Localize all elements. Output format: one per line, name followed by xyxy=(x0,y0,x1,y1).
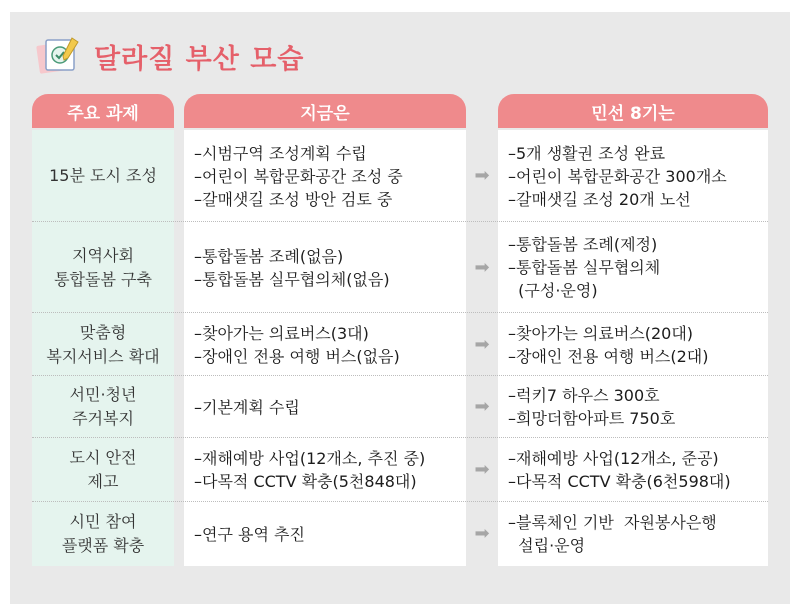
task-cell-line: 맞춤형 xyxy=(79,322,127,342)
arrow-right-icon: ➡ xyxy=(474,256,490,278)
arrow-right-icon: ➡ xyxy=(474,523,490,544)
future-goal-cell-line: –통합돌봄 조례(제정) xyxy=(508,235,658,254)
table-row xyxy=(32,438,768,502)
task-cell-line: 주거복지 xyxy=(72,409,134,428)
future-goal-cell-line: –다목적 CCTV 확충(6천598대) xyxy=(508,472,731,491)
task-cell-line: 도시 안전 xyxy=(69,448,137,467)
current-status-cell xyxy=(184,376,466,438)
current-status-cell-line: –갈매샛길 조성 방안 검토 중 xyxy=(194,189,393,209)
current-status-cell-line: –재해예방 사업(12개소, 추진 중) xyxy=(194,449,426,468)
task-cell-line: 15분 도시 조성 xyxy=(49,166,157,185)
header-after: 민선 8기는 xyxy=(498,94,768,128)
row-divider xyxy=(32,312,768,313)
header-task: 주요 과제 xyxy=(32,94,174,128)
table-row xyxy=(32,313,768,376)
task-cell-line: 제고 xyxy=(87,472,119,491)
current-status-cell xyxy=(184,222,466,313)
arrow-right-icon: ➡ xyxy=(474,459,490,480)
future-goal-cell-line: –갈매샛길 조성 20개 노선 xyxy=(508,189,691,209)
task-cell-line: 서민·청년 xyxy=(69,385,137,404)
current-status-cell-line: –연구 용역 추진 xyxy=(194,524,305,544)
header-now: 지금은 xyxy=(184,94,466,128)
arrow-right-icon: ➡ xyxy=(474,165,490,186)
row-divider xyxy=(32,221,768,222)
table-row xyxy=(32,376,768,438)
arrow-right-icon: ➡ xyxy=(474,333,490,355)
table-row xyxy=(32,222,768,313)
current-status-cell xyxy=(184,502,466,566)
future-goal-cell-line: –희망더함아파트 750호 xyxy=(508,409,676,428)
current-status-cell xyxy=(184,438,466,502)
page-title: 달라질 부산 모습 xyxy=(94,43,305,75)
current-status-cell-line: –통합돌봄 실무협의체(없음) xyxy=(194,269,390,289)
current-status-cell-line: –기본계획 수립 xyxy=(194,397,300,417)
current-status-cell xyxy=(184,313,466,376)
future-goal-cell-line: 설립·운영 xyxy=(508,536,586,555)
title-row xyxy=(36,36,304,76)
current-status-cell-line: –다목적 CCTV 확충(5천848대) xyxy=(194,472,417,491)
future-goal-cell xyxy=(498,376,768,438)
future-goal-cell xyxy=(498,313,768,376)
task-cell xyxy=(32,130,174,222)
current-status-cell-line: –찾아가는 의료버스(3대) xyxy=(194,323,369,343)
arrow-right-icon: ➡ xyxy=(474,396,490,417)
future-goal-cell-line: –어린이 복합문화공간 300개소 xyxy=(508,166,727,186)
future-goal-cell-line: –재해예방 사업(12개소, 준공) xyxy=(508,449,719,468)
future-goal-cell xyxy=(498,130,768,222)
future-goal-cell-line: –5개 생활권 조성 완료 xyxy=(508,143,666,163)
task-cell-line: 지역사회 xyxy=(72,245,134,265)
task-cell-line: 플랫폼 확충 xyxy=(61,536,145,555)
current-status-cell-line: –장애인 전용 여행 버스(없음) xyxy=(194,346,400,366)
future-goal-cell-line: –장애인 전용 여행 버스(2대) xyxy=(508,346,709,366)
future-goal-cell xyxy=(498,438,768,502)
row-divider xyxy=(32,437,768,438)
task-cell xyxy=(32,502,174,566)
checklist-icon xyxy=(36,36,82,76)
future-goal-cell-line: –블록체인 기반 자원봉사은행 xyxy=(508,513,717,532)
table-row xyxy=(32,130,768,222)
task-cell-line: 통합돌봄 구축 xyxy=(54,269,152,289)
future-goal-cell xyxy=(498,502,768,566)
current-status-cell-line: –시범구역 조성계획 수립 xyxy=(194,143,367,163)
row-divider xyxy=(32,501,768,502)
task-cell xyxy=(32,313,174,376)
future-goal-cell-line: –찾아가는 의료버스(20대) xyxy=(508,323,694,343)
task-cell-line: 시민 참여 xyxy=(69,512,137,531)
task-cell-line: 복지서비스 확대 xyxy=(46,346,160,366)
task-cell xyxy=(32,438,174,502)
future-goal-cell-line: –럭키7 하우스 300호 xyxy=(508,386,660,405)
table-row xyxy=(32,502,768,566)
current-status-cell xyxy=(184,130,466,222)
future-goal-cell-line: –통합돌봄 실무협의체 xyxy=(508,258,661,277)
task-cell xyxy=(32,376,174,438)
current-status-cell-line: –어린이 복합문화공간 조성 중 xyxy=(194,166,403,186)
current-status-cell-line: –통합돌봄 조례(없음) xyxy=(194,246,344,266)
task-cell xyxy=(32,222,174,313)
future-goal-cell-line: (구성·운영) xyxy=(508,281,598,300)
row-divider xyxy=(32,375,768,376)
future-goal-cell xyxy=(498,222,768,313)
